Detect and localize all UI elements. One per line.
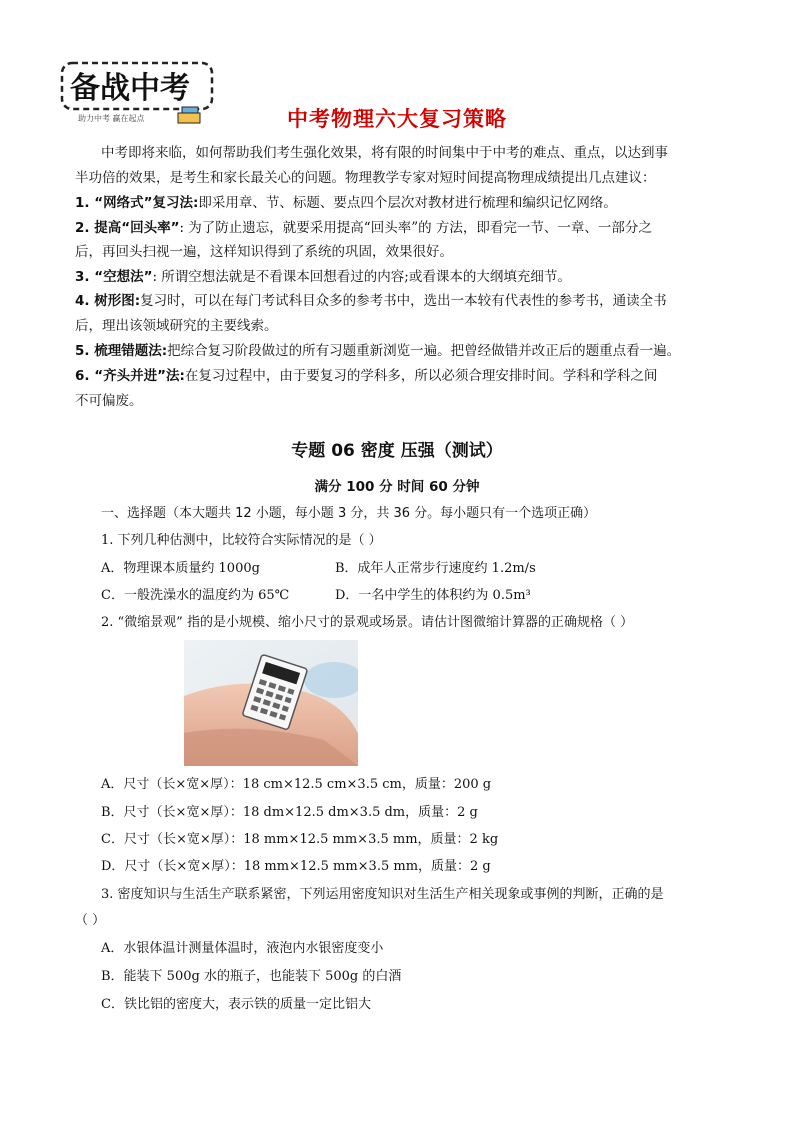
intro-line-1: 中考即将来临，如何帮助我们考生强化效果，将有限的时间集中于中考的难点、重点，以达到事 [101,145,668,161]
intro-line-2: 半功倍的效果，是考生和家长最关心的问题。物理教学专家对短时间提高物理成绩提出几点建议： [75,170,656,186]
strategy-4 [75,292,667,310]
q3-stem-cont: （ ） [75,913,106,928]
strategy-label: 4. 树形图: [75,293,141,309]
strategy-text: : 为了防止遗忘，就要采用提高“回头率”的 方法，即看完一节、一章、一部分之 [179,220,652,236]
strategy-6-cont: 不可偏废。 [75,393,143,409]
q3-option-c: C．铁比铝的密度大，表示铁的质量一定比铝大 [101,997,371,1012]
strategy-2 [75,219,652,237]
q2-stem: 2. “微缩景观” 指的是小规模、缩小尺寸的景观或场景。请估计图微缩计算器的正确规格（ ） [101,615,634,630]
strategy-label: 6. “齐头并进”法: [75,368,185,384]
strategy-4-cont: 后，理出该领域研究的主要线索。 [75,318,278,334]
q3-option-b: B．能装下 500g 水的瓶子，也能装下 500g 的白酒 [101,969,402,984]
q2-option-c: C．尺寸（长×宽×厚）：18 mm×12.5 mm×3.5 mm，质量：2 kg [101,832,499,847]
section-text: 一、选择题（本大题共 12 小题，每小题 3 分，共 36 分。每小题只有一个选项正确） [101,506,597,521]
q1-option-a: A．物理课本质量约 1000g [101,561,260,576]
strategy-6 [75,367,657,385]
q2-option-a: A．尺寸（长×宽×厚）：18 cm×12.5 cm×3.5 cm，质量：200 g [101,777,492,792]
q1-option-b: B．成年人正常步行速度约 1.2m/s [335,561,536,576]
q1-option-c: C．一般洗澡水的温度约为 65℃ [101,588,290,603]
strategy-label: 5. 梳理错题法: [75,343,168,359]
strategy-text: 把综合复习阶段做过的所有习题重新浏览一遍。把曾经做错并改正后的题重点看一遍。 [167,343,681,359]
strategy-text: 即采用章、节、标题、要点四个层次对教材进行梳理和编织记忆网络。 [198,195,617,211]
q1-option-d: D．一名中学生的体积约为 0.5m³ [335,588,531,603]
q2-option-d: D．尺寸（长×宽×厚）：18 mm×12.5 mm×3.5 mm，质量：2 g [101,859,491,874]
logo-subtext: 助力中考 赢在起点 [78,114,145,123]
test-title: 专题 06 密度 压强（测试） [291,441,503,461]
strategy-label: 3. “空想法” [75,269,153,285]
strategy-label: 1. “网络式”复习法: [75,195,199,211]
logo-text: 备战中考 [70,71,190,106]
strategy-text: : 所谓空想法就是不看课本回想看过的内容;或看课本的大纲填充细节。 [152,269,571,285]
strategy-text: 在复习过程中，由于要复习的学科多，所以必须合理安排时间。学科和学科之间 [184,368,658,384]
section-heading [101,505,596,523]
strategy-3 [75,268,571,286]
page-title: 中考物理六大复习策略 [287,107,507,131]
q3-option-a: A．水银体温计测量体温时，液泡内水银密度变小 [101,941,384,956]
strategy-1 [75,194,617,212]
q2-option-b: B．尺寸（长×宽×厚）：18 dm×12.5 dm×3.5 dm，质量：2 g [101,805,478,820]
test-info: 满分 100 分 时间 60 分钟 [314,479,480,495]
q1-stem: 1. 下列几种估测中，比较符合实际情况的是（ ） [101,533,382,548]
mini-calculator-photo [184,640,358,766]
q3-stem: 3. 密度知识与生活生产联系紧密，下列运用密度知识对生活生产相关现象或事例的判断，正确的是 [101,887,664,902]
strategy-label: 2. 提高“回头率” [75,220,180,236]
strategy-text: 复习时，可以在每门考试科目众多的参考书中，选出一本较有代表性的参考书，通读全书 [140,293,667,309]
strategy-2-cont: 后，再回头扫视一遍，这样知识得到了系统的巩固，效果很好。 [75,244,453,260]
strategy-5 [75,342,680,360]
